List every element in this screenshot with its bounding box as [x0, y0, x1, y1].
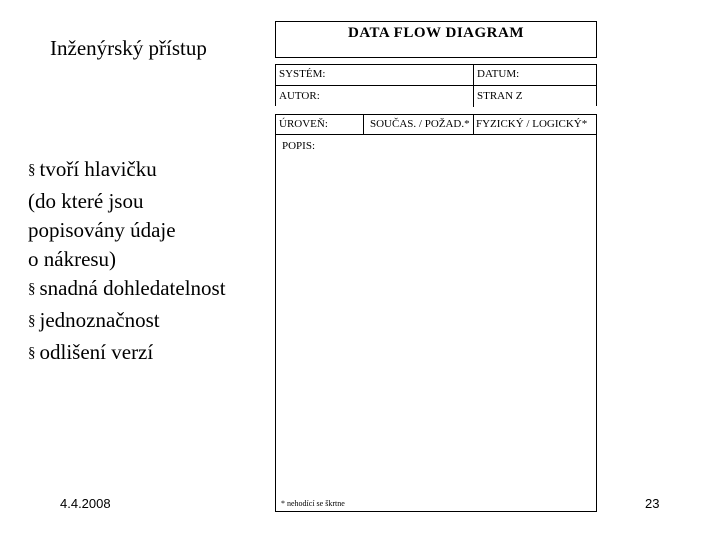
bullet-text: snadná dohledatelnost	[39, 276, 226, 300]
row-divider	[276, 134, 596, 135]
form-title: DATA FLOW DIAGRAM	[347, 25, 524, 41]
bullet-marker: §	[28, 281, 36, 297]
row-divider	[276, 85, 596, 86]
bullet-item	[28, 306, 268, 338]
bullet-item	[28, 338, 268, 370]
bullet-text: jednoznačnost	[39, 308, 160, 332]
bullet-text: o nákresu)	[28, 247, 117, 271]
autor-label: AUTOR:	[279, 90, 320, 102]
popis-label: POPIS:	[282, 140, 316, 152]
bullet-marker: §	[28, 345, 36, 361]
bullet-item	[28, 274, 268, 306]
datum-label: DATUM:	[477, 68, 520, 80]
bullet-text: odlišení verzí	[39, 340, 154, 364]
bullet-item	[28, 155, 268, 187]
fyzicky-label: FYZICKÝ / LOGICKÝ*	[476, 118, 588, 130]
bullet-marker: §	[28, 313, 36, 329]
bullet-marker: §	[28, 162, 36, 178]
soucas-label: SOUČAS. / POŽAD.*	[370, 118, 470, 130]
form-header-table	[275, 64, 597, 106]
bullet-text: popisovány údaje	[28, 218, 176, 242]
bullet-continuation	[28, 216, 268, 245]
footnote: * nehodící se škrtne	[281, 499, 345, 508]
uroven-label: ÚROVEŇ:	[279, 118, 328, 130]
bullet-text: (do které jsou	[28, 189, 144, 213]
footer-date: 4.4.2008	[60, 496, 111, 511]
stran-label: STRAN Z	[477, 90, 523, 102]
slide-title: Inženýrský přístup	[50, 36, 207, 60]
page-number: 23	[645, 496, 660, 511]
bullet-text: tvoří hlavičku	[39, 157, 157, 181]
bullet-list	[28, 155, 268, 370]
bullet-continuation	[28, 187, 268, 216]
column-divider	[363, 115, 364, 134]
form-title-box	[275, 21, 597, 58]
system-label: SYSTÉM:	[279, 68, 326, 80]
bullet-continuation	[28, 245, 268, 274]
form-body-box	[275, 114, 597, 512]
